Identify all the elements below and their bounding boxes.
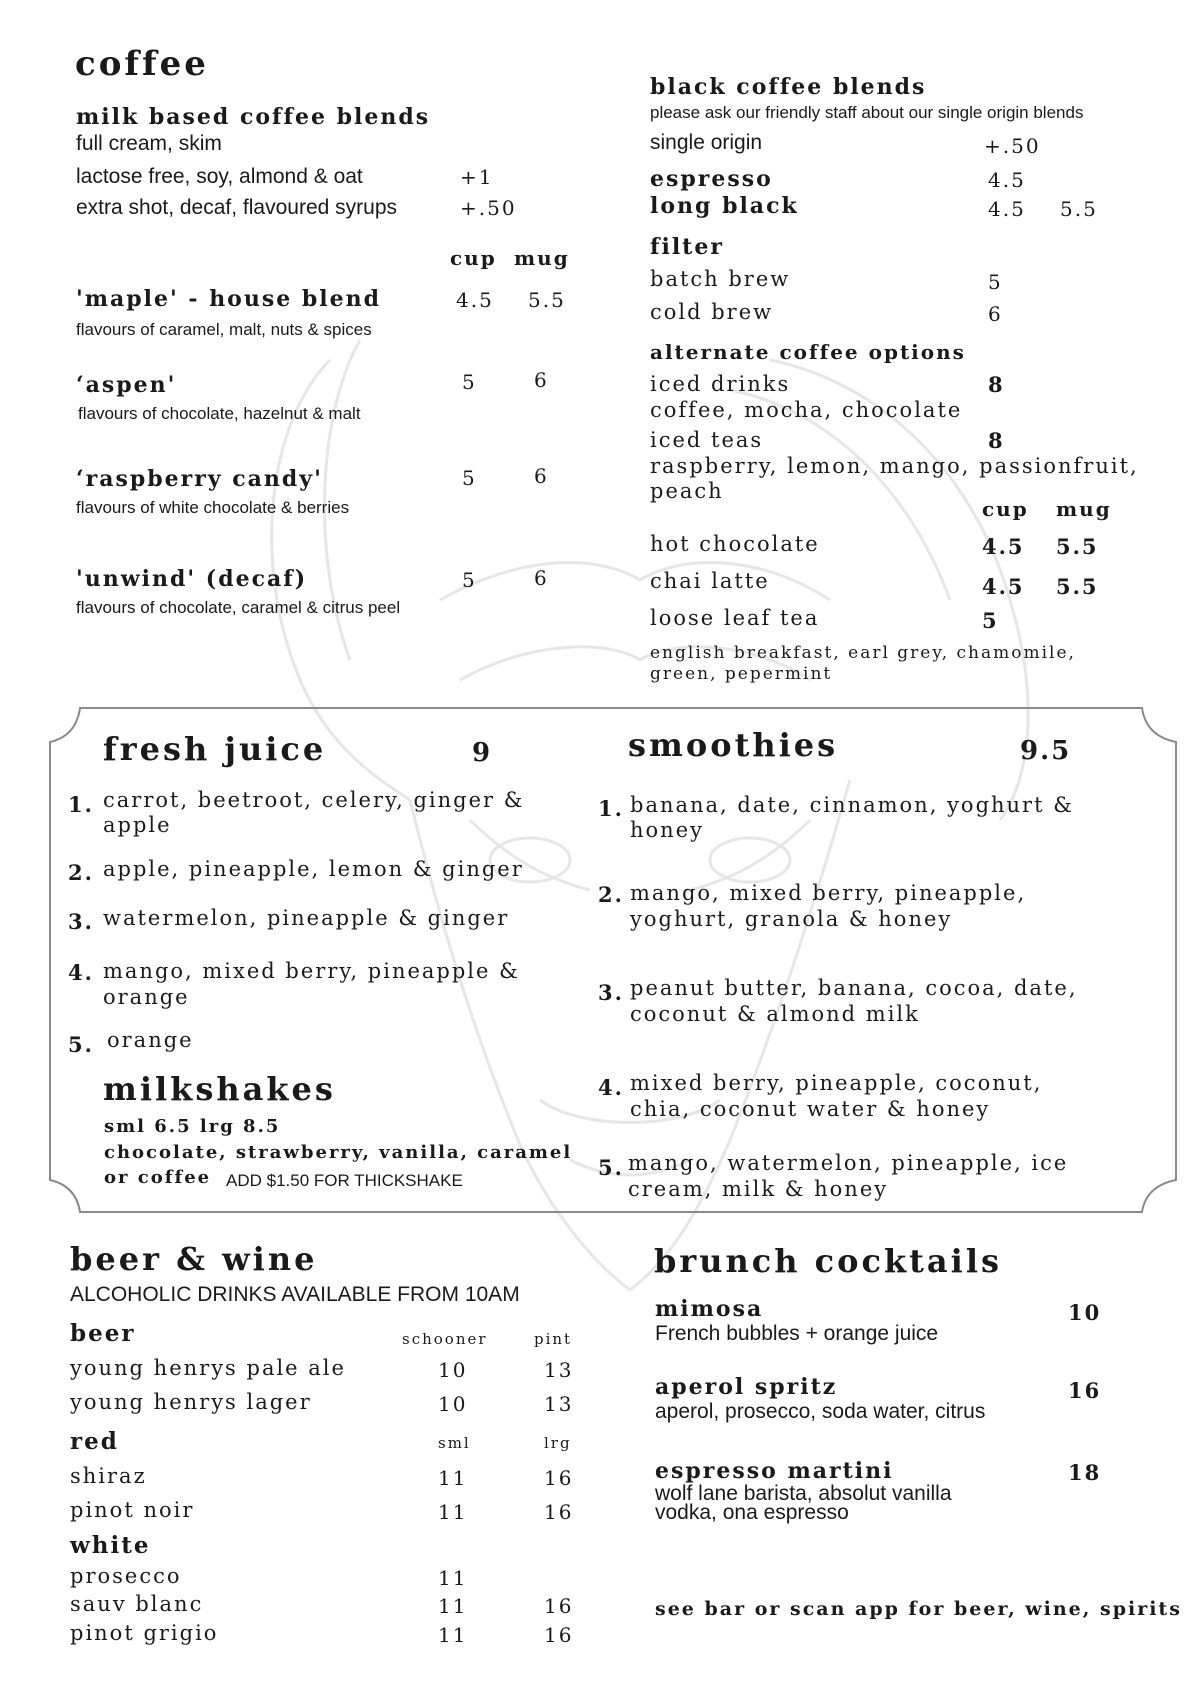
blend-name: ‘aspen'	[76, 372, 177, 398]
smoothie-item: mango, watermelon, pineapple, ice cream, milk & honey	[628, 1151, 1069, 1201]
red-item: shiraz	[70, 1464, 147, 1488]
white-item: pinot grigio	[70, 1621, 219, 1645]
iced-drinks-price: 8	[988, 372, 1005, 397]
smoothie-num: 5.	[598, 1155, 624, 1180]
col-cup-header: cup	[450, 246, 497, 270]
blend-desc: flavours of chocolate, caramel & citrus peel	[76, 598, 401, 617]
juice-item: watermelon, pineapple & ginger	[103, 906, 510, 930]
coffee-title: coffee	[75, 44, 209, 84]
juice-item: orange	[107, 1028, 194, 1052]
juice-item: carrot, beetroot, celery, ginger & apple	[103, 788, 525, 837]
smoothies-price: 9.5	[1020, 736, 1072, 766]
cocktail-price: 16	[1068, 1378, 1102, 1403]
blend-desc: flavours of caramel, malt, nuts & spices	[76, 320, 372, 339]
loose-leaf-price: 5	[982, 608, 999, 633]
red-price-lrg: 16	[544, 1500, 574, 1524]
white-price-sml: 11	[438, 1594, 468, 1618]
juice-num: 2.	[68, 860, 94, 885]
milk-opt-price: +1	[460, 165, 494, 189]
long-black-label: long black	[650, 193, 799, 219]
alcohol-note: ALCOHOLIC DRINKS AVAILABLE FROM 10AM	[70, 1283, 520, 1306]
juice-item: mango, mixed berry, pineapple & orange	[103, 959, 520, 1009]
cocktail-desc: French bubbles + orange juice	[655, 1322, 939, 1345]
beer-price-schooner: 10	[438, 1392, 468, 1416]
white-price-sml: 11	[438, 1623, 468, 1647]
smoothie-item: peanut butter, banana, cocoa, date, coconut & almond milk	[630, 976, 1078, 1026]
black-blends-title: black coffee blends	[650, 74, 927, 100]
chai-latte-mug: 5.5	[1056, 574, 1099, 599]
beer-item: young henrys lager	[70, 1390, 312, 1414]
col-mug-header: mug	[514, 246, 570, 270]
cocktail-price: 10	[1068, 1300, 1102, 1325]
milk-opt-label: lactose free, soy, almond & oat	[76, 165, 363, 188]
iced-drinks-label: iced drinks	[650, 372, 791, 396]
juice-num: 5.	[68, 1032, 94, 1057]
milk-opt-label: extra shot, decaf, flavoured syrups	[76, 196, 397, 219]
blend-mug-price: 6	[534, 464, 549, 488]
milkshake-or-coffee: or coffee	[104, 1167, 212, 1188]
espresso-label: espresso	[650, 166, 773, 192]
milk-opt-price: +.50	[460, 196, 517, 220]
blend-mug-price: 5.5	[528, 288, 566, 312]
hot-chocolate-label: hot chocolate	[650, 532, 820, 556]
single-origin-label: single origin	[650, 131, 763, 154]
smoothie-num: 4.	[598, 1075, 624, 1100]
blend-name: ‘raspberry candy'	[76, 466, 323, 492]
black-blends-note: please ask our friendly staff about our single origin blends	[650, 103, 1084, 122]
loose-leaf-label: loose leaf tea	[650, 606, 820, 630]
filter-title: filter	[650, 234, 724, 260]
blend-name: 'unwind' (decaf)	[76, 566, 308, 592]
filter-price: 6	[988, 302, 1003, 326]
blend-desc: flavours of chocolate, hazelnut & malt	[78, 404, 361, 423]
red-price-lrg: 16	[544, 1466, 574, 1490]
red-price-sml: 11	[438, 1500, 468, 1524]
smoothie-num: 3.	[598, 980, 624, 1005]
alternate-title: alternate coffee options	[650, 340, 966, 364]
iced-drinks-desc: coffee, mocha, chocolate	[650, 398, 963, 422]
blend-mug-price: 6	[534, 566, 549, 590]
white-price-lrg: 16	[544, 1623, 574, 1647]
hot-chocolate-cup: 4.5	[982, 534, 1025, 559]
juice-item: apple, pineapple, lemon & ginger	[103, 857, 524, 881]
iced-teas-label: iced teas	[650, 428, 764, 452]
smoothie-num: 2.	[598, 882, 624, 907]
iced-teas-price: 8	[988, 428, 1005, 453]
red-title: red	[70, 1428, 119, 1455]
cocktail-name: espresso martini	[655, 1458, 894, 1484]
milkshake-sizes: sml 6.5 lrg 8.5	[104, 1116, 281, 1137]
espresso-price: 4.5	[988, 168, 1026, 192]
white-price-sml: 11	[438, 1566, 468, 1590]
long-black-cup: 4.5	[988, 197, 1026, 221]
cocktail-price: 18	[1068, 1460, 1102, 1485]
juice-title: fresh juice	[103, 730, 327, 768]
beer-price-pint: 13	[544, 1358, 574, 1382]
beer-col-schooner: schooner	[402, 1330, 488, 1348]
milk-blends-title: milk based coffee blends	[76, 104, 431, 130]
juice-num: 4.	[68, 960, 94, 985]
filter-item: cold brew	[650, 300, 774, 324]
juice-num: 1.	[68, 792, 94, 817]
smoothie-num: 1.	[598, 796, 624, 821]
col-mug-header: mug	[1056, 497, 1112, 521]
smoothie-item: mixed berry, pineapple, coconut, chia, coconut water & honey	[630, 1071, 1043, 1121]
smoothie-item: banana, date, cinnamon, yoghurt & honey	[630, 793, 1074, 842]
beer-wine-title: beer & wine	[70, 1240, 318, 1278]
beer-title: beer	[70, 1320, 136, 1347]
white-title: white	[70, 1532, 151, 1559]
blend-cup-price: 5	[462, 466, 477, 490]
red-col-sml: sml	[438, 1434, 471, 1452]
blend-cup-price: 5	[462, 568, 477, 592]
red-col-lrg: lrg	[544, 1434, 572, 1452]
blend-mug-price: 6	[534, 368, 549, 392]
chai-latte-label: chai latte	[650, 569, 770, 593]
red-price-sml: 11	[438, 1466, 468, 1490]
juice-price: 9	[472, 738, 493, 768]
smoothies-title: smoothies	[628, 726, 839, 764]
cocktail-name: aperol spritz	[655, 1374, 838, 1400]
cocktail-name: mimosa	[655, 1296, 764, 1322]
blend-desc: flavours of white chocolate & berries	[76, 498, 350, 517]
beer-price-schooner: 10	[438, 1358, 468, 1382]
white-price-lrg: 16	[544, 1594, 574, 1618]
single-origin-price: +.50	[984, 134, 1041, 158]
beer-item: young henrys pale ale	[70, 1356, 346, 1380]
white-item: sauv blanc	[70, 1592, 204, 1616]
milkshakes-title: milkshakes	[103, 1070, 336, 1108]
col-cup-header: cup	[982, 497, 1029, 521]
chai-latte-cup: 4.5	[982, 574, 1025, 599]
blend-cup-price: 5	[462, 370, 477, 394]
smoothie-item: mango, mixed berry, pineapple, yoghurt, granola & honey	[630, 881, 1027, 931]
cocktails-title: brunch cocktails	[654, 1242, 1002, 1280]
milk-opt-label: full cream, skim	[76, 132, 222, 155]
loose-leaf-desc: english breakfast, earl grey, chamomile, green, pepermint	[650, 643, 1076, 684]
thickshake-note: ADD $1.50 FOR THICKSHAKE	[226, 1171, 463, 1190]
cocktail-desc: wolf lane barista, absolut vanilla vodka, ona espresso	[655, 1482, 952, 1524]
blend-name: 'maple' - house blend	[76, 286, 382, 312]
cocktail-desc: aperol, prosecco, soda water, citrus	[655, 1400, 986, 1423]
iced-teas-desc: raspberry, lemon, mango, passionfruit, peach	[650, 454, 1139, 503]
red-item: pinot noir	[70, 1498, 195, 1522]
filter-item: batch brew	[650, 267, 791, 291]
bar-app-note: see bar or scan app for beer, wine, spirits	[655, 1598, 1182, 1620]
milkshake-flavours: chocolate, strawberry, vanilla, caramel	[104, 1142, 573, 1163]
juice-num: 3.	[68, 909, 94, 934]
beer-col-pint: pint	[534, 1330, 573, 1348]
hot-chocolate-mug: 5.5	[1056, 534, 1099, 559]
blend-cup-price: 4.5	[456, 288, 494, 312]
beer-price-pint: 13	[544, 1392, 574, 1416]
filter-price: 5	[988, 270, 1003, 294]
long-black-mug: 5.5	[1060, 197, 1098, 221]
white-item: prosecco	[70, 1564, 182, 1588]
